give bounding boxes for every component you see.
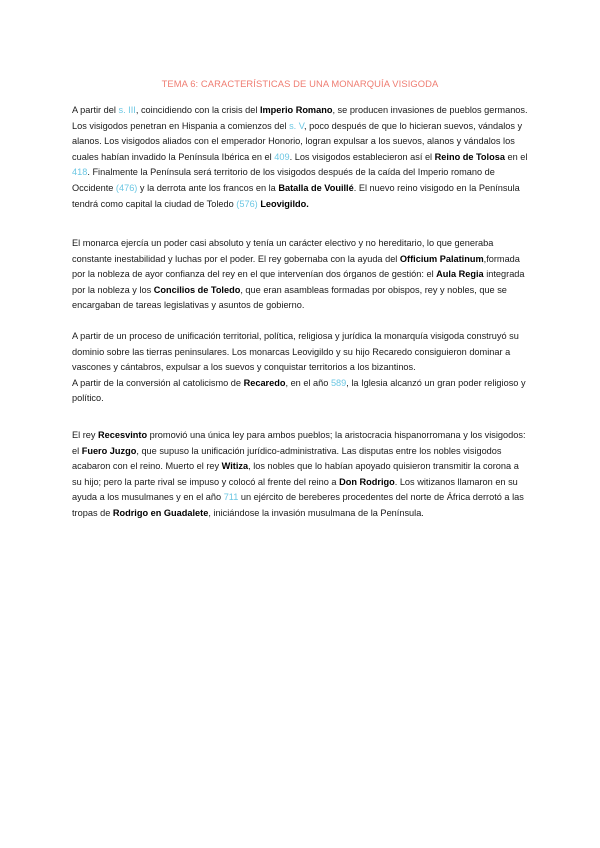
highlighted-term: Reino de Tolosa	[434, 151, 505, 162]
highlighted-term: Officium Palatinum	[399, 253, 484, 264]
highlighted-date: s. V	[289, 120, 305, 131]
text-run: . Los visigodos establecieron así el	[289, 151, 435, 162]
text-run: integrada por la nobleza y los	[72, 269, 525, 295]
highlighted-term: Don Rodrigo	[339, 476, 395, 487]
highlighted-term: Leovigildo.	[260, 198, 309, 209]
text-run: , la Iglesia alcanzó un gran poder religioso y político.	[72, 377, 526, 404]
highlighted-term: Witiza	[221, 461, 249, 472]
highlighted-date: 409	[274, 151, 290, 162]
highlighted-term: Concilios de Toledo	[153, 284, 241, 295]
highlighted-term: Batalla de Vouillé	[278, 182, 354, 193]
text-run: un ejército de bereberes procedentes del norte de África derrotó a las tropas de	[72, 492, 524, 518]
text-run: A partir de un proceso de unificación territorial, política, religiosa y jurídica la monarquía visigoda construyó su dominio sobre las tierras peninsulares. Los monarcas Leovigildo y su hijo Recaredo consiguieron dominar a vascones y cántabros, expulsar a los suevos y conquistar territorios a los bizantinos.	[72, 331, 519, 373]
text-run: A partir del	[72, 105, 119, 115]
paragraph-monarchy-power	[72, 236, 528, 314]
text-run: , se producen invasiones de pueblos germanos. Los visigodos penetran en Hispania a comienzos del	[72, 105, 528, 131]
highlighted-term: Recaredo	[243, 377, 286, 388]
text-run: , iniciándose la invasión musulmana de la Península.	[208, 507, 424, 518]
text-run: ,formada por la nobleza de ayor confianza del rey en el que intervenían dos órganos de gestión: el	[72, 253, 520, 280]
highlighted-date: 589	[330, 377, 347, 388]
highlighted-term: Recesvinto	[98, 430, 148, 440]
text-run: , en el año	[285, 377, 331, 388]
text-run: , poco después de que lo hicieran suevos, vándalos y alanos. Los visigodos aliados con el emperador Honorio, logran expulsar a los suevos, alanos y vándalos los cuales habían invadido la Península Ibérica en el	[72, 120, 523, 162]
text-run: y la derrota ante los francos en la	[137, 182, 279, 193]
paragraph-unification	[72, 329, 528, 407]
page-title: TEMA 6: CARACTERÍSTICAS DE UNA MONARQUÍA VISIGODA	[161, 78, 439, 89]
text-run: . Los witizanos llamaron en su ayuda a los musulmanes y en el año	[72, 476, 518, 503]
highlighted-term: Rodrigo en Guadalete	[112, 507, 209, 518]
text-run: en el	[504, 151, 528, 162]
highlighted-date: (476)	[115, 182, 138, 193]
highlighted-term: Fuero Juzgo	[81, 445, 137, 456]
highlighted-date: s. III	[118, 105, 136, 115]
text-run: . Finalmente la Península será territorio de los visigodos después de la caída del Imperio romano de Occidente	[72, 167, 495, 193]
paragraph-origins	[72, 103, 528, 212]
highlighted-date: (576)	[236, 198, 258, 209]
text-run: El monarca ejercía un poder casi absoluto y tenía un carácter electivo y no hereditario, lo que generaba constante inestabilidad y luchas por el poder. El rey gobernaba con la ayuda del	[72, 238, 494, 264]
text-run: El rey	[72, 430, 99, 440]
text-run: , los nobles que lo habían apoyado quisieron transmitir la corona a su hijo; pero la parte rival se impuso y colocó al frente del reino a	[72, 461, 519, 487]
highlighted-term: Aula Regia	[436, 269, 484, 280]
highlighted-date: 418	[72, 167, 88, 178]
text-run: , que eran asambleas formadas por obispos, rey y nobles, que se encargaban de tareas legislativas y asuntos de gobierno.	[72, 284, 507, 311]
text-run: , coincidiendo con la crisis del	[135, 105, 260, 115]
highlighted-date: 711	[223, 492, 239, 503]
text-run: promovió una única ley para ambos pueblos; la aristocracia hispanorromana y los visigodos: el	[72, 430, 526, 456]
text-run: . El nuevo reino visigodo en la Península tendrá como capital la ciudad de Toledo	[72, 182, 520, 209]
text-run: A partir de la conversión al catolicismo de	[72, 377, 244, 388]
paragraph-fall-of-kingdom	[72, 428, 528, 522]
text-run: , que supuso la unificación jurídico-administrativa. Las disputas entre los nobles visigodos acabaron con el reino. Muerto el rey	[72, 445, 502, 472]
highlighted-term: Imperio Romano	[259, 105, 333, 115]
